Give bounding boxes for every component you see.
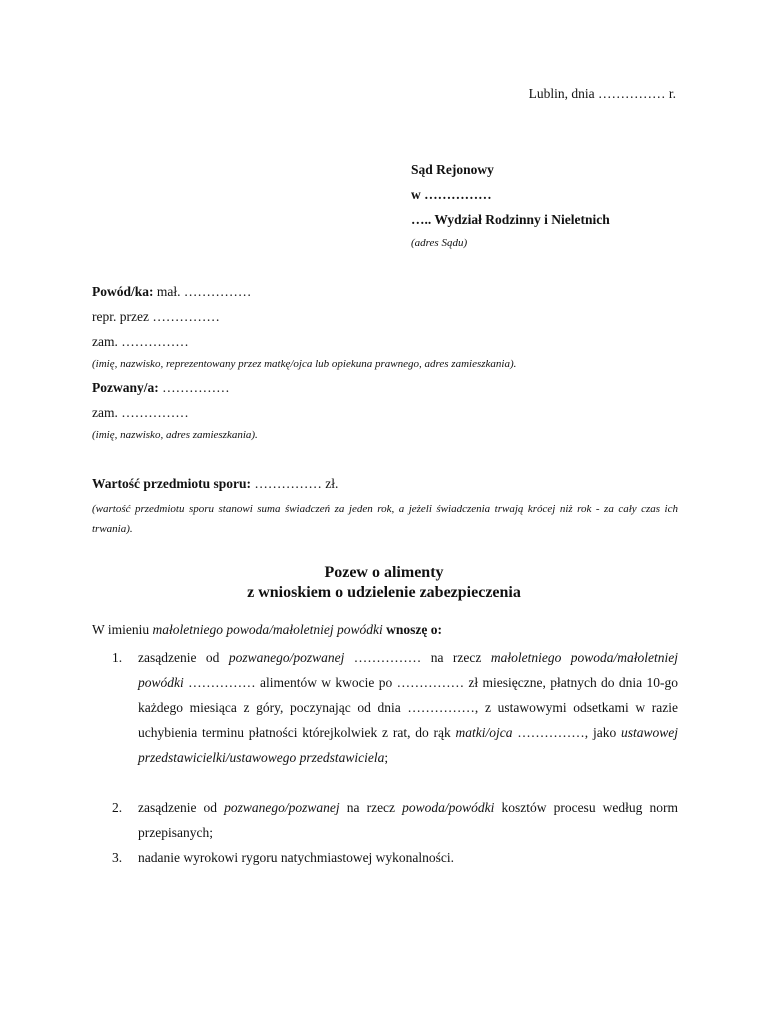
defendant-note: (imię, nazwisko, adres zamieszkania).	[92, 429, 258, 441]
plaintiff-address: zam. ……………	[92, 334, 189, 349]
defendant-value: ……………	[158, 380, 230, 395]
plaintiff-representative: repr. przez ……………	[92, 309, 220, 324]
item-text: kosztów procesu według norm przepisanych;	[138, 800, 678, 840]
list-item	[138, 845, 678, 870]
request-intro	[92, 622, 442, 638]
dispute-value-note: (wartość przedmiotu sporu stanowi suma świadczeń za jeden rok, a jeżeli świadczenia trwają krócej niż rok - za cały czas ich trwania).	[92, 503, 678, 535]
item-text: ……………, jako	[512, 725, 621, 740]
defendant-address: zam. ……………	[92, 405, 189, 420]
plaintiff-label: Powód/ka:	[92, 284, 154, 299]
defendant-line	[92, 380, 230, 396]
intro-request: wnoszę o:	[382, 622, 442, 637]
defendant-label: Pozwany/a:	[92, 380, 159, 395]
document-title: Pozew o alimenty	[324, 564, 444, 581]
document-subtitle: z wnioskiem o udzielenie zabezpieczenia	[247, 584, 521, 601]
list-item-number: 2.	[112, 800, 123, 815]
list-item-number: 3.	[112, 850, 123, 865]
dispute-value-amount: …………… zł.	[251, 476, 339, 491]
court-address-note: (adres Sądu)	[411, 237, 468, 249]
intro-prefix: W imieniu	[92, 622, 153, 637]
item-text: na rzecz	[339, 800, 403, 815]
item-text: ;	[384, 750, 389, 765]
dispute-value-label: Wartość przedmiotu sporu:	[92, 476, 251, 491]
item-text: nadanie wyrokowi rygoru natychmiastowej wykonalności.	[138, 850, 455, 865]
plaintiff-note: (imię, nazwisko, reprezentowany przez matkę/ojca lub opiekuna prawnego, adres zamieszkania).	[92, 358, 517, 370]
item-text-italic: małoletniego powoda/małoletniej powódki	[138, 650, 678, 690]
item-text: …………… na rzecz	[344, 650, 491, 665]
item-text: zasądzenie od	[138, 650, 229, 665]
place-date-line: Lublin, dnia …………… r.	[528, 86, 676, 101]
intro-party: małoletniego powoda/małoletniej powódki	[152, 622, 383, 637]
item-text-italic: powoda/powódki	[402, 800, 495, 815]
list-item	[138, 645, 678, 770]
dispute-value-line	[92, 476, 338, 492]
item-text-italic: pozwanego/pozwanej	[228, 650, 345, 665]
court-city: w ……………	[411, 187, 492, 202]
item-text-italic: pozwanego/pozwanej	[224, 800, 340, 815]
court-name: Sąd Rejonowy	[411, 162, 494, 177]
item-text-italic: matki/ojca	[455, 725, 513, 740]
list-item	[138, 795, 678, 845]
item-text: …………… alimentów w kwocie po …………… zł miesięczne, płatnych do dnia 10-go każdego miesiąca z góry, poczynając od dnia ……………, z ustawowymi odsetkami w razie uchybienia terminu płatności którejkolwiek z rat, do rąk	[138, 675, 678, 740]
item-text-italic: ustawowej przedstawicielki/ustawowego przedstawiciela	[138, 725, 679, 765]
plaintiff-line	[92, 284, 251, 300]
item-text: zasądzenie od	[138, 800, 225, 815]
list-item-number: 1.	[112, 650, 123, 665]
plaintiff-value: mał. ……………	[153, 284, 252, 299]
court-division: ….. Wydział Rodzinny i Nieletnich	[411, 212, 610, 227]
